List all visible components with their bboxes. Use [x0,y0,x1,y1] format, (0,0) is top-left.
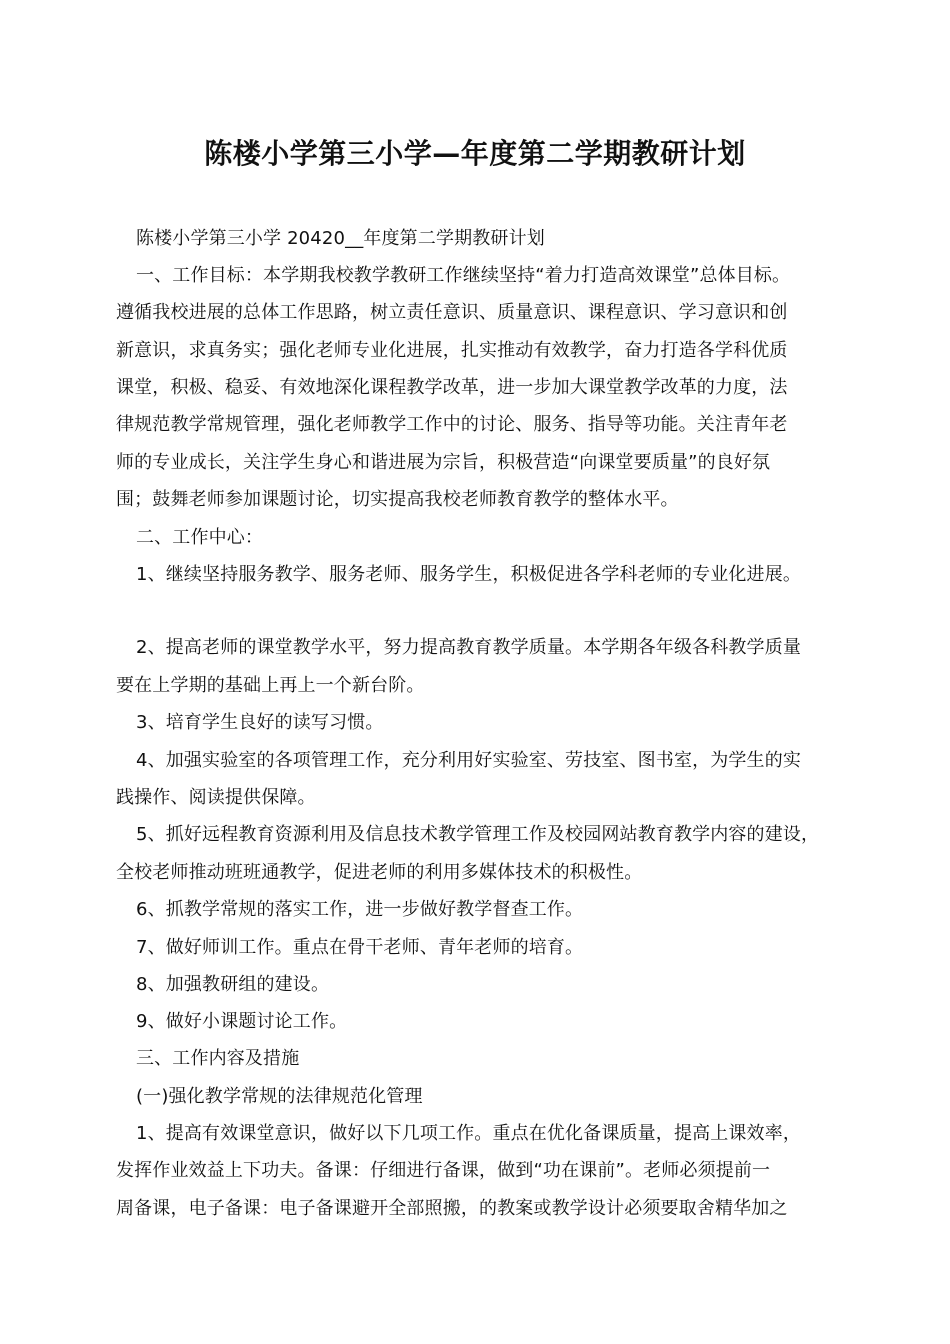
paragraph-line: 一、工作目标：本学期我校教学教研工作继续坚持“着力打造高效课堂”总体目标。 [136,265,791,286]
paragraph-line: 师的专业成长，关注学生身心和谐进展为宗旨，积极营造“向课堂要质量”的良好氛 [116,452,771,473]
list-item: 1、继续坚持服务教学、服务老师、服务学生，积极促进各学科老师的专业化进展。 [136,564,801,585]
paragraph-line: 践操作、阅读提供保障。 [116,787,316,808]
document-title: 陈楼小学第三小学—年度第二学期教研计划 [204,137,746,170]
doc-subtitle-line: 陈楼小学第三小学 20420__年度第二学期教研计划 [136,228,545,249]
paragraph-line: 周备课，电子备课：电子备课避开全部照搬，的教案或教学设计必须要取舍精华加之 [116,1198,788,1219]
section-heading: 二、工作中心： [136,527,264,548]
list-item: 4、加强实验室的各项管理工作，充分利用好实验室、劳技室、图书室，为学生的实 [136,750,801,771]
list-item: 8、加强教研组的建设。 [136,974,330,995]
list-item: 9、做好小课题讨论工作。 [136,1011,348,1032]
paragraph-line: 课堂，积极、稳妥、有效地深化课程教学改革，进一步加大课堂教学改革的力度，法 [116,377,788,398]
paragraph-line: 律规范教学常规管理，强化老师教学工作中的讨论、服务、指导等功能。关注青年老 [116,414,788,435]
section-heading: 三、工作内容及措施 [136,1048,300,1069]
list-item: 3、培育学生良好的读写习惯。 [136,712,384,733]
list-item: 2、提高老师的课堂教学水平，努力提高教育教学质量。本学期各年级各科教学质量 [136,637,801,658]
paragraph-line: 全校老师推动班班通教学，促进老师的利用多媒体技术的积极性。 [116,862,643,883]
paragraph-line: 新意识，求真务实；强化老师专业化进展，扎实推动有效教学，奋力打造各学科优质 [116,340,788,361]
paragraph-line: 遵循我校进展的总体工作思路，树立责任意识、质量意识、课程意识、学习意识和创 [116,302,788,323]
list-item: 7、做好师训工作。重点在骨干老师、青年老师的培育。 [136,937,584,958]
paragraph-line: 发挥作业效益上下功夫。备课：仔细进行备课，做到“功在课前”。老师必须提前一 [116,1160,771,1181]
paragraph-line: 围；鼓舞老师参加课题讨论，切实提高我校老师教育教学的整体水平。 [116,489,679,510]
list-item: 1、提高有效课堂意识，做好以下几项工作。重点在优化备课质量，提高上课效率， [136,1123,801,1144]
list-item: 5、抓好远程教育资源利用及信息技术教学管理工作及校园网站教育教学内容的建设， [136,824,820,845]
list-item: 6、抓教学常规的落实工作，进一步做好教学督查工作。 [136,899,584,920]
subsection-heading: (一)强化教学常规的法律规范化管理 [136,1086,423,1107]
paragraph-line: 要在上学期的基础上再上一个新台阶。 [116,675,425,696]
